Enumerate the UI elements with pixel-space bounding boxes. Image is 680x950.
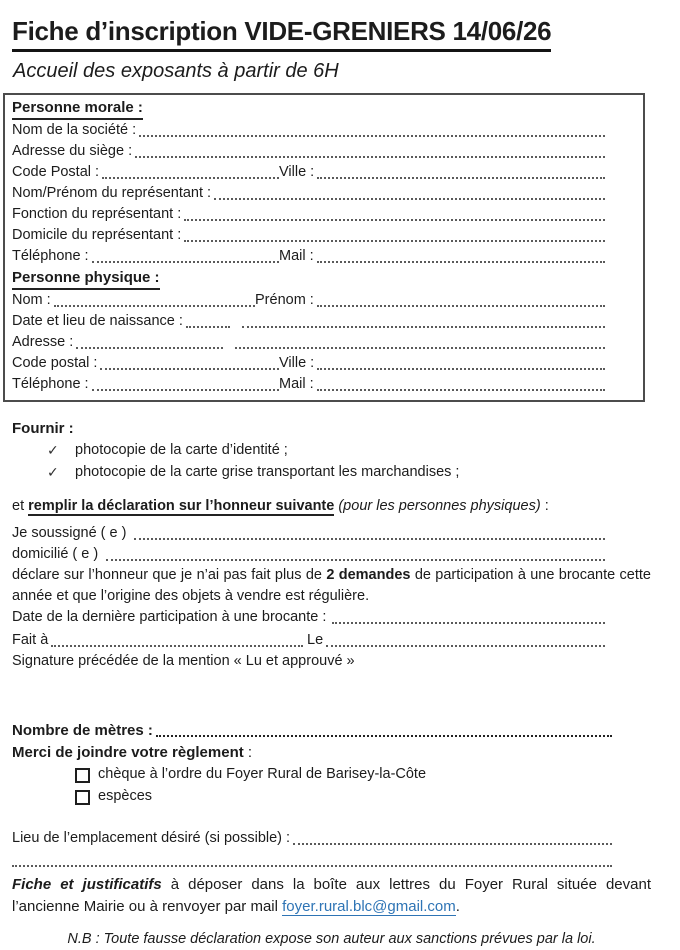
declaration-intro-suffix: : <box>540 498 549 514</box>
declaration-body-after: de participation à une brocante cette année et que l’origine des objets à vendre est régulière. <box>12 567 651 604</box>
dotted-line <box>317 389 605 391</box>
dotted-line <box>102 162 279 179</box>
field-mail-label: Mail : <box>279 376 314 392</box>
fournir-item-1 <box>47 440 651 461</box>
field-ville-label: Ville : <box>279 355 315 371</box>
field-adresse-physique <box>12 332 605 353</box>
field-fait-a-label: Fait à <box>12 632 49 648</box>
payment-option-cheque <box>75 764 651 785</box>
dotted-line <box>92 246 279 263</box>
declaration-body-before: déclare sur l’honneur que je n’ai pas fait plus de <box>12 567 327 583</box>
dotted-line <box>51 630 303 647</box>
field-domicile-representant <box>12 225 605 246</box>
field-code-postal-label: Code Postal : <box>12 164 100 180</box>
field-ville-label: Ville : <box>279 164 315 180</box>
fournir-item-2-text: photocopie de la carte grise transportant les marchandises ; <box>75 464 460 480</box>
field-code-postal-morale <box>12 162 605 183</box>
field-domicile-representant-label: Domicile du représentant : <box>12 227 182 243</box>
field-adresse-siege <box>12 141 605 162</box>
field-nom-societe-label: Nom de la société : <box>12 122 137 138</box>
dotted-line <box>139 135 605 137</box>
field-nom-label: Nom : <box>12 292 51 308</box>
field-fonction-representant-label: Fonction du représentant : <box>12 206 182 222</box>
dotted-line <box>317 368 605 370</box>
dotted-line <box>235 347 605 349</box>
dotted-line <box>134 538 605 540</box>
check-icon: ✓ <box>47 442 59 458</box>
payment-option-cheque-label: chèque à l’ordre du Foyer Rural de Barisey-la-Côte <box>98 766 427 782</box>
check-icon: ✓ <box>47 464 59 480</box>
field-nombre-metres-label: Nombre de mètres : <box>12 722 153 739</box>
dotted-line <box>156 735 612 737</box>
checkbox-icon <box>75 790 90 805</box>
field-le-label: Le <box>307 632 324 648</box>
dotted-line <box>76 347 223 349</box>
dotted-line <box>242 326 605 328</box>
field-emplacement-line2 <box>12 850 612 871</box>
field-fonction-representant <box>12 204 605 225</box>
field-telephone-physique <box>12 374 605 395</box>
field-adresse-siege-label: Adresse du siège : <box>12 143 133 159</box>
field-derniere-participation <box>12 607 605 628</box>
legal-note: N.B : Toute fausse déclaration expose son auteur aux sanctions prévues par la loi. <box>67 931 596 947</box>
field-code-postal-physique <box>12 353 605 374</box>
dotted-line <box>184 219 605 221</box>
field-derniere-participation-label: Date de la dernière participation à une brocante : <box>12 609 327 625</box>
checkbox-icon <box>75 768 90 783</box>
section-personne-physique <box>12 267 605 290</box>
dotted-line <box>317 261 605 263</box>
field-code-postal-label: Code postal : <box>12 355 98 371</box>
section-personne-morale <box>12 97 605 120</box>
submission-instructions-period: . <box>455 898 460 915</box>
field-nombre-metres <box>12 720 612 741</box>
field-nom-societe <box>12 120 605 141</box>
section-personne-morale-label: Personne morale : <box>12 97 143 120</box>
payment-option-especes <box>75 786 651 807</box>
dotted-line <box>184 240 605 242</box>
dotted-line <box>326 645 605 647</box>
dotted-line <box>293 843 612 845</box>
dotted-line <box>106 559 605 561</box>
submission-instructions-lead: Fiche et justificatifs <box>12 876 162 893</box>
reglement-heading <box>12 742 651 763</box>
dotted-line <box>135 156 605 158</box>
declaration-intro-prefix: et <box>12 498 29 514</box>
declaration-intro <box>12 496 651 517</box>
field-emplacement-label: Lieu de l’emplacement désiré (si possible) : <box>12 830 291 846</box>
dotted-line <box>186 326 230 328</box>
reglement-heading-bold: Merci de joindre votre règlement <box>12 744 244 761</box>
field-domicilie-label: domicilié ( e ) <box>12 546 99 562</box>
page-title <box>12 14 668 52</box>
dotted-line <box>100 353 279 370</box>
field-emplacement <box>12 828 612 849</box>
declaration-intro-bold: remplir la déclaration sur l’honneur suivante <box>28 498 335 514</box>
field-mail-label: Mail : <box>279 248 314 264</box>
dotted-line <box>12 865 612 867</box>
fournir-heading: Fournir : <box>12 420 74 437</box>
page-subtitle: Accueil des exposants à partir de 6H <box>13 60 339 82</box>
dotted-line <box>332 622 605 624</box>
submission-instructions <box>12 874 651 918</box>
dotted-line <box>317 305 605 307</box>
field-fait-a-le <box>12 630 605 651</box>
identity-form-box <box>3 93 645 402</box>
field-je-soussigne-label: Je soussigné ( e ) <box>12 525 127 541</box>
registration-form-document <box>0 14 680 947</box>
dotted-line <box>54 290 255 307</box>
field-telephone-label: Téléphone : <box>12 248 89 264</box>
field-telephone-label: Téléphone : <box>12 376 89 392</box>
section-personne-physique-label: Personne physique : <box>12 267 160 290</box>
page-title-text: Fiche d’inscription VIDE-GRENIERS 14/06/26 <box>12 14 551 52</box>
email-link[interactable]: foyer.rural.blc@gmail.com <box>282 898 456 915</box>
dotted-line <box>214 198 605 200</box>
submission-instructions-body: à déposer dans la boîte aux lettres du Foyer Rural située devant l’ancienne Mairie ou à renvoyer par mail <box>12 876 651 915</box>
payment-option-especes-label: espèces <box>98 788 153 804</box>
declaration-intro-italic: (pour les personnes physiques) <box>334 498 541 514</box>
field-prenom-label: Prénom : <box>255 292 314 308</box>
field-nom-prenom-representant-label: Nom/Prénom du représentant : <box>12 185 212 201</box>
fournir-item-1-text: photocopie de la carte d’identité ; <box>75 442 288 458</box>
declaration-body-bold: 2 demandes <box>326 567 411 583</box>
fournir-item-2 <box>47 462 651 483</box>
field-nom-physique <box>12 290 605 311</box>
field-adresse-label: Adresse : <box>12 334 74 350</box>
reglement-heading-suffix: : <box>243 744 253 761</box>
field-date-lieu-naissance <box>12 311 605 332</box>
field-nom-prenom-representant <box>12 183 605 204</box>
field-date-lieu-naissance-label: Date et lieu de naissance : <box>12 313 183 329</box>
declaration-body <box>12 565 651 607</box>
field-je-soussigne <box>12 523 605 544</box>
field-telephone-morale <box>12 246 605 267</box>
dotted-line <box>317 177 605 179</box>
signature-instruction: Signature précédée de la mention « Lu et approuvé » <box>12 653 355 669</box>
field-domicilie <box>12 544 605 565</box>
dotted-line <box>92 374 279 391</box>
